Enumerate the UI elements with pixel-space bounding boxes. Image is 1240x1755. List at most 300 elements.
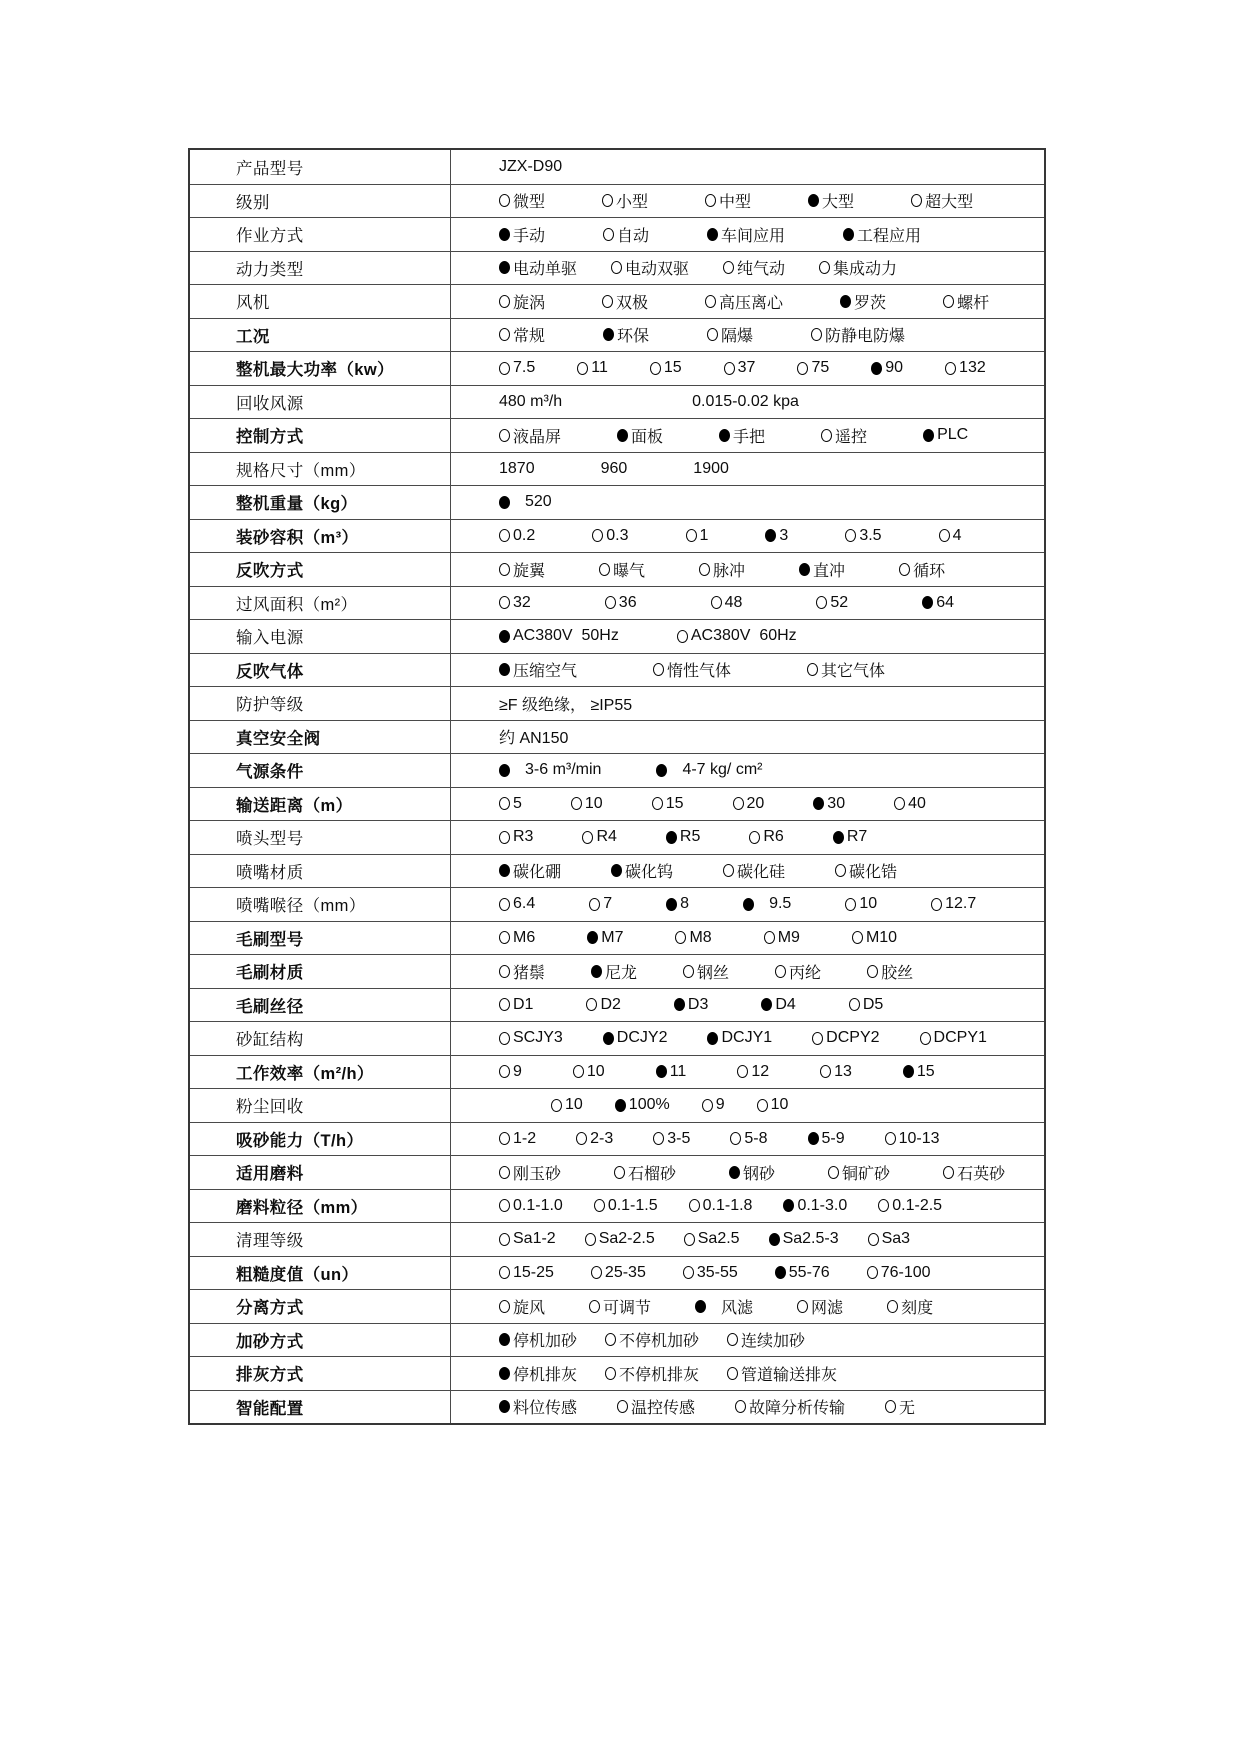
option (499, 558, 545, 581)
radio-empty-icon (811, 328, 822, 341)
option (603, 223, 649, 246)
option-label: 35-55 (696, 1263, 738, 1281)
option (761, 996, 795, 1014)
radio-empty-icon (499, 1132, 510, 1145)
radio-empty-icon (499, 362, 510, 375)
option-label: 故障分析传输 (749, 1400, 846, 1418)
radio-empty-icon (849, 998, 860, 1011)
option (894, 795, 926, 813)
spec-row (190, 1055, 1044, 1089)
option-label: 不停机加砂 (619, 1333, 700, 1351)
radio-empty-icon (592, 529, 603, 542)
option-label: 刻度 (901, 1299, 934, 1317)
row-value (451, 352, 1044, 385)
spec-row (190, 586, 1044, 620)
option (499, 493, 552, 511)
radio-filled-icon (707, 228, 718, 241)
spec-row (190, 1256, 1044, 1290)
radio-empty-icon (614, 1166, 625, 1179)
option (675, 929, 711, 947)
option (499, 627, 619, 645)
radio-filled-icon (499, 663, 510, 676)
radio-empty-icon (582, 831, 593, 844)
spec-table (188, 148, 1046, 1425)
radio-empty-icon (899, 563, 910, 576)
option-label: M9 (777, 928, 800, 946)
row-value (451, 888, 1044, 921)
option (686, 527, 709, 545)
radio-empty-icon (797, 1300, 808, 1313)
spec-row (190, 854, 1044, 888)
row-value (451, 1391, 1044, 1424)
row-value (451, 218, 1044, 251)
option-label: 常规 (513, 328, 546, 346)
radio-empty-icon (920, 1032, 931, 1045)
option (871, 359, 903, 377)
row-label: 粗糙度值（un） (190, 1257, 451, 1290)
option (605, 1328, 699, 1351)
option (499, 1395, 577, 1418)
option-label: 40 (908, 794, 926, 812)
option (602, 290, 648, 313)
option-label: 15 (663, 359, 682, 377)
option-label: 0.2 (513, 526, 536, 544)
radio-empty-icon (677, 630, 688, 643)
option-label: DCPY2 (826, 1029, 880, 1047)
radio-filled-icon (761, 998, 772, 1011)
option-label: 100% (628, 1096, 670, 1114)
radio-empty-icon (707, 328, 718, 341)
spec-row (190, 1189, 1044, 1223)
option-label: 尼龙 (605, 964, 638, 982)
row-label: 智能配置 (190, 1391, 451, 1424)
spec-row (190, 318, 1044, 352)
option (899, 558, 945, 581)
option-label: 9 (715, 1096, 725, 1114)
option-label: 车间应用 (721, 227, 786, 245)
spec-row (190, 619, 1044, 653)
row-label: 输入电源 (190, 620, 451, 653)
value-text: 0.015-0.02 kpa (692, 392, 799, 410)
row-value (451, 1123, 1044, 1156)
option-label: 132 (959, 359, 986, 377)
radio-empty-icon (723, 864, 734, 877)
option (499, 223, 545, 246)
radio-filled-icon (656, 764, 667, 777)
radio-filled-icon (743, 898, 754, 911)
option-label: 环保 (617, 328, 650, 346)
option (735, 1395, 845, 1418)
option-label: 料位传感 (513, 1400, 578, 1418)
option (587, 929, 623, 947)
radio-filled-icon (499, 1400, 510, 1413)
option (835, 859, 897, 882)
option (845, 527, 881, 545)
option-label: 钢砂 (743, 1165, 776, 1183)
option-label: 脉冲 (713, 562, 746, 580)
radio-empty-icon (931, 898, 942, 911)
option-label: 曝气 (613, 562, 646, 580)
option-label: 15-25 (513, 1263, 554, 1281)
option-label: 微型 (513, 194, 546, 212)
spec-row (190, 787, 1044, 821)
option-label: 25-35 (604, 1263, 646, 1281)
radio-empty-icon (828, 1166, 839, 1179)
option (702, 1096, 725, 1114)
row-label: 风机 (190, 285, 451, 318)
option (499, 929, 535, 947)
option (885, 1395, 915, 1418)
radio-empty-icon (589, 1300, 600, 1313)
radio-filled-icon (729, 1166, 740, 1179)
option (816, 594, 848, 612)
option-label: 9 (513, 1062, 522, 1080)
spec-row (190, 485, 1044, 519)
option-label: 大型 (822, 194, 855, 212)
option-label: 15 (916, 1062, 935, 1080)
option (499, 1063, 522, 1081)
option (769, 1230, 839, 1248)
option-label: 48 (724, 593, 743, 611)
radio-empty-icon (499, 563, 510, 576)
radio-empty-icon (821, 429, 832, 442)
option (730, 1130, 767, 1148)
option-label: 0.3 (606, 526, 629, 544)
option-label: 惰性气体 (667, 663, 732, 681)
option (499, 290, 545, 313)
row-label: 粉尘回收 (190, 1089, 451, 1122)
row-value (451, 1357, 1044, 1390)
option-label: Sa1-2 (513, 1230, 556, 1248)
radio-filled-icon (808, 1132, 819, 1145)
radio-empty-icon (499, 295, 510, 308)
option (499, 1161, 561, 1184)
option (499, 424, 561, 447)
option-label: 压缩空气 (513, 663, 578, 681)
option (821, 424, 867, 447)
option-label: Sa2-2.5 (598, 1230, 655, 1248)
radio-empty-icon (737, 1065, 748, 1078)
row-value (451, 453, 1044, 486)
option-label: 52 (830, 593, 849, 611)
radio-empty-icon (599, 563, 610, 576)
radio-empty-icon (589, 898, 600, 911)
row-value (451, 386, 1044, 419)
option (683, 960, 729, 983)
row-value (451, 520, 1044, 553)
radio-empty-icon (591, 1266, 602, 1279)
radio-empty-icon (749, 831, 760, 844)
row-value (451, 1156, 1044, 1189)
option-label: 可调节 (603, 1299, 652, 1317)
option (775, 960, 821, 983)
radio-empty-icon (943, 1166, 954, 1179)
option (499, 1295, 545, 1318)
option (729, 1161, 775, 1184)
row-label: 喷嘴喉径（mm） (190, 888, 451, 921)
option (684, 1230, 740, 1248)
option (699, 558, 745, 581)
row-value (451, 955, 1044, 988)
radio-empty-icon (797, 362, 808, 375)
radio-filled-icon (922, 596, 933, 609)
radio-empty-icon (586, 998, 597, 1011)
radio-empty-icon (499, 529, 510, 542)
option-label: 隔爆 (721, 328, 754, 346)
row-label: 产品型号 (190, 150, 451, 184)
radio-empty-icon (812, 1032, 823, 1045)
radio-filled-icon (765, 529, 776, 542)
radio-empty-icon (764, 931, 775, 944)
option (911, 189, 973, 212)
radio-empty-icon (653, 1132, 664, 1145)
row-label: 毛刷型号 (190, 922, 451, 955)
option-label: D1 (513, 995, 534, 1013)
option-label: 55-76 (788, 1263, 830, 1281)
option-label: 双极 (616, 294, 649, 312)
option (920, 1029, 987, 1047)
option (611, 859, 673, 882)
radio-empty-icon (602, 194, 613, 207)
option (611, 256, 689, 279)
option (499, 256, 577, 279)
option-label: 小型 (616, 194, 649, 212)
spec-row (190, 251, 1044, 285)
spec-row (190, 217, 1044, 251)
option (599, 558, 645, 581)
option-label: AC380V 60Hz (690, 627, 797, 645)
option-label: 碳化锆 (849, 864, 898, 882)
option (499, 1130, 536, 1148)
option-label: 旋涡 (513, 294, 546, 312)
row-value (451, 252, 1044, 285)
option (499, 1328, 577, 1351)
radio-filled-icon (611, 864, 622, 877)
option (923, 426, 968, 444)
option (711, 594, 743, 612)
radio-empty-icon (735, 1400, 746, 1413)
value-text: 480 m³/h (499, 392, 563, 410)
radio-empty-icon (939, 529, 950, 542)
option (840, 290, 886, 313)
option-label: AC380V 50Hz (513, 627, 619, 645)
radio-empty-icon (573, 1065, 584, 1078)
option-label: 0.1-3.0 (797, 1196, 848, 1214)
radio-empty-icon (845, 529, 856, 542)
radio-empty-icon (603, 228, 614, 241)
option-label: 5-9 (821, 1129, 845, 1147)
option-label: R6 (763, 828, 784, 846)
row-value (451, 620, 1044, 653)
radio-empty-icon (499, 429, 510, 442)
radio-filled-icon (813, 797, 824, 810)
radio-filled-icon (843, 228, 854, 241)
option-label: 3 (779, 526, 789, 544)
spec-row (190, 184, 1044, 218)
row-value (451, 1056, 1044, 1089)
option-label: 9.5 (769, 895, 792, 913)
radio-empty-icon (611, 261, 622, 274)
radio-empty-icon (499, 1032, 510, 1045)
radio-empty-icon (867, 965, 878, 978)
option-label: DCPY1 (933, 1029, 987, 1047)
radio-empty-icon (571, 797, 582, 810)
option-label: 循环 (913, 562, 946, 580)
option-label: 5-8 (744, 1129, 768, 1147)
option (653, 658, 731, 681)
row-label: 控制方式 (190, 419, 451, 452)
option (652, 795, 684, 813)
radio-filled-icon (499, 228, 510, 241)
spec-row (190, 686, 1044, 720)
option-label: 30 (827, 794, 846, 812)
option (867, 1264, 931, 1282)
option (724, 359, 756, 377)
option (812, 1029, 879, 1047)
option (603, 323, 649, 346)
option-label: R5 (679, 828, 701, 846)
option-label: 10 (770, 1096, 789, 1114)
option (843, 223, 921, 246)
radio-filled-icon (808, 194, 819, 207)
option-label: 64 (936, 593, 954, 611)
option-label: 碳化硅 (737, 864, 786, 882)
option (615, 1096, 670, 1114)
radio-empty-icon (499, 1199, 510, 1212)
option-label: PLC (937, 426, 969, 444)
option (743, 895, 791, 913)
row-label: 毛刷材质 (190, 955, 451, 988)
row-value (451, 486, 1044, 519)
option-label: 温控传感 (631, 1400, 696, 1418)
row-value (451, 922, 1044, 955)
option (594, 1197, 658, 1215)
radio-filled-icon (499, 261, 510, 274)
option (783, 1197, 847, 1215)
option (499, 1230, 556, 1248)
option (799, 558, 845, 581)
row-label: 回收风源 (190, 386, 451, 419)
spec-row (190, 1289, 1044, 1323)
option (499, 1264, 554, 1282)
option-label: 电动双驱 (625, 261, 690, 279)
option-label: 连续加砂 (741, 1333, 806, 1351)
option-label: 15 (665, 794, 684, 812)
radio-empty-icon (499, 1233, 510, 1246)
option (591, 960, 637, 983)
option (885, 1130, 940, 1148)
row-label: 规格尺寸（mm） (190, 453, 451, 486)
option (589, 895, 612, 913)
value-text: 1870 (499, 459, 535, 477)
radio-empty-icon (650, 362, 661, 375)
radio-empty-icon (727, 1333, 738, 1346)
option (749, 828, 783, 846)
option-label: 10 (565, 1096, 583, 1114)
radio-filled-icon (903, 1065, 914, 1078)
value-text: 960 (600, 459, 628, 477)
option-label: 13 (834, 1062, 852, 1080)
option-label: 铜矿砂 (842, 1165, 891, 1183)
option (820, 1063, 852, 1081)
row-value (451, 553, 1044, 586)
radio-empty-icon (867, 1266, 878, 1279)
row-value (451, 687, 1044, 720)
option-label: 集成动力 (833, 261, 898, 279)
row-value (451, 1290, 1044, 1323)
option (499, 189, 545, 212)
row-label: 防护等级 (190, 687, 451, 720)
option-label: 90 (885, 359, 904, 377)
radio-empty-icon (684, 1233, 695, 1246)
spec-row (190, 820, 1044, 854)
option (765, 527, 788, 545)
radio-empty-icon (705, 194, 716, 207)
option-label: DCJY1 (721, 1029, 773, 1047)
radio-empty-icon (911, 194, 922, 207)
option (592, 527, 628, 545)
option (819, 256, 897, 279)
option-label: 2-3 (590, 1129, 614, 1147)
option (586, 996, 620, 1014)
option (585, 1230, 655, 1248)
option (775, 1264, 830, 1282)
option-label: 刚玉砂 (513, 1165, 562, 1183)
option (499, 1362, 577, 1385)
option (727, 1328, 805, 1351)
option (903, 1063, 935, 1081)
spec-row (190, 1222, 1044, 1256)
option-label: 无 (899, 1400, 916, 1418)
option-label: 石英砂 (957, 1165, 1006, 1183)
option (677, 627, 797, 645)
option-label: 电动单驱 (513, 261, 578, 279)
option-label: 8 (680, 895, 690, 913)
radio-empty-icon (723, 261, 734, 274)
option-label: 管道输送排灰 (741, 1366, 838, 1384)
radio-filled-icon (695, 1300, 706, 1313)
option (931, 895, 976, 913)
radio-empty-icon (605, 596, 616, 609)
option-label: DCJY2 (616, 1029, 668, 1047)
option (576, 1130, 613, 1148)
option-label: 76-100 (880, 1263, 931, 1281)
option (499, 996, 533, 1014)
option-label: 11 (591, 359, 608, 377)
option (499, 960, 545, 983)
radio-empty-icon (686, 529, 697, 542)
radio-empty-icon (594, 1199, 605, 1212)
option-label: 胶丝 (881, 964, 914, 982)
row-label: 反吹方式 (190, 553, 451, 586)
radio-filled-icon (603, 1032, 614, 1045)
option-label: 4 (952, 526, 962, 544)
radio-filled-icon (799, 563, 810, 576)
option (605, 1362, 699, 1385)
option-label: M8 (689, 928, 712, 946)
radio-empty-icon (499, 965, 510, 978)
value-text: ≥F 级绝缘， ≥IP55 (499, 696, 633, 714)
option-label: R7 (846, 828, 868, 846)
option (650, 359, 682, 377)
row-value (451, 319, 1044, 352)
option-label: 6.4 (513, 895, 536, 913)
radio-empty-icon (878, 1199, 889, 1212)
option-label: 高压离心 (719, 294, 784, 312)
row-label: 气源条件 (190, 754, 451, 787)
option (887, 1295, 933, 1318)
row-label: 工作效率（m²/h） (190, 1056, 451, 1089)
